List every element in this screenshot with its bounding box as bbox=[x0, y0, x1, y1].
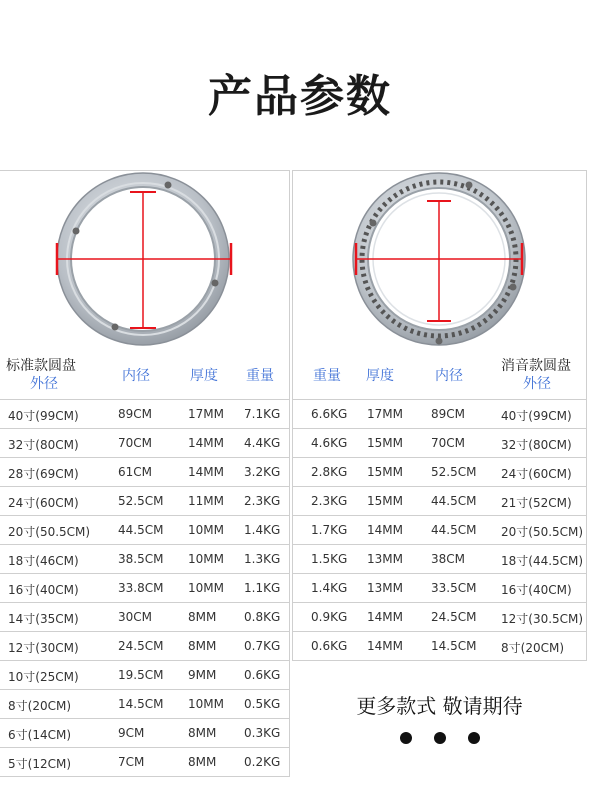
standard-turntable-panel bbox=[0, 170, 290, 777]
cell-inner-diameter: 52.5CM bbox=[118, 494, 164, 508]
cell-inner-diameter: 70CM bbox=[118, 436, 153, 450]
cell-thickness: 17MM bbox=[188, 407, 224, 421]
cell-inner-diameter: 52.5CM bbox=[431, 465, 477, 479]
cell-outer-diameter: 16寸(40CM) bbox=[501, 583, 572, 597]
cell-inner-diameter: 70CM bbox=[431, 436, 466, 450]
cell-inner-diameter: 38CM bbox=[431, 552, 466, 566]
cell-outer-diameter: 18寸(44.5CM) bbox=[501, 554, 584, 568]
cell-weight: 4.6KG bbox=[311, 436, 348, 450]
cell-inner-diameter: 33.5CM bbox=[431, 581, 477, 595]
header-thickness: 厚度 bbox=[190, 368, 218, 384]
table-row bbox=[292, 516, 587, 545]
cell-inner-diameter: 44.5CM bbox=[431, 494, 477, 508]
header-weight: 重量 bbox=[246, 368, 274, 384]
table-row bbox=[0, 574, 290, 603]
cell-inner-diameter: 7CM bbox=[118, 755, 145, 769]
cell-thickness: 13MM bbox=[367, 581, 403, 595]
dot-icon bbox=[400, 732, 412, 744]
cell-inner-diameter: 24.5CM bbox=[431, 610, 477, 624]
cell-thickness: 10MM bbox=[188, 697, 224, 711]
cell-weight: 1.3KG bbox=[244, 552, 281, 566]
cell-thickness: 14MM bbox=[367, 523, 403, 537]
table-row bbox=[0, 545, 290, 574]
cell-thickness: 10MM bbox=[188, 552, 224, 566]
cell-inner-diameter: 14.5CM bbox=[118, 697, 164, 711]
cell-thickness: 14MM bbox=[188, 436, 224, 450]
cell-inner-diameter: 44.5CM bbox=[118, 523, 164, 537]
cell-weight: 7.1KG bbox=[244, 407, 281, 421]
table-row bbox=[292, 487, 587, 516]
dot-icon bbox=[468, 732, 480, 744]
header-outer-diameter: 外径 bbox=[523, 376, 551, 392]
cell-weight: 2.8KG bbox=[311, 465, 348, 479]
cell-inner-diameter: 61CM bbox=[118, 465, 153, 479]
cell-outer-diameter: 28寸(69CM) bbox=[8, 467, 79, 481]
table-row bbox=[0, 690, 290, 719]
cell-thickness: 14MM bbox=[367, 639, 403, 653]
cell-weight: 0.2KG bbox=[244, 755, 281, 769]
standard-model-name: 标准款圆盘 bbox=[6, 358, 76, 374]
cell-outer-diameter: 8寸(20CM) bbox=[501, 641, 565, 655]
cell-inner-diameter: 9CM bbox=[118, 726, 145, 740]
cell-outer-diameter: 10寸(25CM) bbox=[8, 670, 79, 684]
table-row bbox=[292, 400, 587, 429]
cell-weight: 1.5KG bbox=[311, 552, 348, 566]
table-row bbox=[0, 516, 290, 545]
cell-outer-diameter: 40寸(99CM) bbox=[501, 409, 572, 423]
table-row bbox=[0, 400, 290, 429]
cell-thickness: 14MM bbox=[188, 465, 224, 479]
more-styles-coming-text: 更多款式 敬请期待 bbox=[356, 694, 523, 718]
table-row bbox=[0, 661, 290, 690]
cell-outer-diameter: 8寸(20CM) bbox=[8, 699, 72, 713]
table-row bbox=[292, 545, 587, 574]
silent-turntable-panel bbox=[292, 170, 587, 661]
silent-table-header bbox=[292, 351, 587, 399]
table-row bbox=[292, 632, 587, 661]
cell-outer-diameter: 12寸(30.5CM) bbox=[501, 612, 584, 626]
cell-weight: 0.6KG bbox=[244, 668, 281, 682]
cell-inner-diameter: 89CM bbox=[431, 407, 466, 421]
cell-thickness: 8MM bbox=[188, 726, 217, 740]
cell-weight: 0.9KG bbox=[311, 610, 348, 624]
cell-inner-diameter: 89CM bbox=[118, 407, 153, 421]
table-row bbox=[0, 632, 290, 661]
cell-outer-diameter: 20寸(50.5CM) bbox=[8, 525, 91, 539]
cell-thickness: 10MM bbox=[188, 523, 224, 537]
table-row bbox=[292, 574, 587, 603]
cell-inner-diameter: 44.5CM bbox=[431, 523, 477, 537]
cell-thickness: 8MM bbox=[188, 610, 217, 624]
cell-outer-diameter: 20寸(50.5CM) bbox=[501, 525, 584, 539]
cell-outer-diameter: 21寸(52CM) bbox=[501, 496, 572, 510]
cell-weight: 6.6KG bbox=[311, 407, 348, 421]
table-row bbox=[292, 429, 587, 458]
cell-thickness: 14MM bbox=[367, 610, 403, 624]
standard-turntable-image bbox=[0, 170, 290, 351]
header-weight: 重量 bbox=[313, 368, 341, 384]
silent-table-body bbox=[292, 399, 587, 661]
cell-inner-diameter: 14.5CM bbox=[431, 639, 477, 653]
table-row bbox=[0, 748, 290, 777]
cell-weight: 3.2KG bbox=[244, 465, 281, 479]
cell-inner-diameter: 33.8CM bbox=[118, 581, 164, 595]
silent-model-name: 消音款圆盘 bbox=[501, 358, 571, 374]
cell-weight: 2.3KG bbox=[244, 494, 281, 508]
cell-inner-diameter: 24.5CM bbox=[118, 639, 164, 653]
cell-thickness: 8MM bbox=[188, 755, 217, 769]
cell-thickness: 10MM bbox=[188, 581, 224, 595]
table-row bbox=[0, 719, 290, 748]
header-inner-diameter: 内径 bbox=[122, 368, 150, 384]
cell-weight: 0.6KG bbox=[311, 639, 348, 653]
page-title: 产品参数 bbox=[208, 71, 392, 122]
cell-weight: 1.7KG bbox=[311, 523, 348, 537]
cell-weight: 0.8KG bbox=[244, 610, 281, 624]
header-thickness: 厚度 bbox=[366, 368, 394, 384]
cell-thickness: 9MM bbox=[188, 668, 217, 682]
cell-thickness: 17MM bbox=[367, 407, 403, 421]
cell-outer-diameter: 40寸(99CM) bbox=[8, 409, 79, 423]
cell-outer-diameter: 32寸(80CM) bbox=[8, 438, 79, 452]
cell-weight: 1.1KG bbox=[244, 581, 281, 595]
table-row bbox=[0, 429, 290, 458]
table-row bbox=[0, 603, 290, 632]
cell-weight: 1.4KG bbox=[311, 581, 348, 595]
table-row bbox=[292, 458, 587, 487]
standard-table-body bbox=[0, 399, 290, 777]
table-row bbox=[292, 603, 587, 632]
cell-weight: 0.7KG bbox=[244, 639, 281, 653]
cell-outer-diameter: 24寸(60CM) bbox=[501, 467, 572, 481]
cell-thickness: 13MM bbox=[367, 552, 403, 566]
header-outer-diameter: 外径 bbox=[30, 376, 58, 392]
cell-thickness: 11MM bbox=[188, 494, 224, 508]
dot-icon bbox=[434, 732, 446, 744]
cell-outer-diameter: 16寸(40CM) bbox=[8, 583, 79, 597]
cell-thickness: 8MM bbox=[188, 639, 217, 653]
header-inner-diameter: 内径 bbox=[435, 368, 463, 384]
cell-thickness: 15MM bbox=[367, 436, 403, 450]
cell-outer-diameter: 5寸(12CM) bbox=[8, 757, 72, 771]
cell-outer-diameter: 14寸(35CM) bbox=[8, 612, 79, 626]
table-row bbox=[0, 458, 290, 487]
cell-inner-diameter: 30CM bbox=[118, 610, 153, 624]
cell-inner-diameter: 19.5CM bbox=[118, 668, 164, 682]
cell-outer-diameter: 6寸(14CM) bbox=[8, 728, 72, 742]
cell-outer-diameter: 12寸(30CM) bbox=[8, 641, 79, 655]
cell-weight: 4.4KG bbox=[244, 436, 281, 450]
table-row bbox=[0, 487, 290, 516]
cell-thickness: 15MM bbox=[367, 494, 403, 508]
decorative-dots bbox=[390, 732, 500, 746]
cell-weight: 0.3KG bbox=[244, 726, 281, 740]
cell-outer-diameter: 18寸(46CM) bbox=[8, 554, 79, 568]
cell-outer-diameter: 24寸(60CM) bbox=[8, 496, 79, 510]
cell-weight: 2.3KG bbox=[311, 494, 348, 508]
cell-inner-diameter: 38.5CM bbox=[118, 552, 164, 566]
standard-table-header bbox=[0, 351, 290, 399]
cell-weight: 0.5KG bbox=[244, 697, 281, 711]
silent-turntable-image bbox=[292, 170, 587, 351]
cell-outer-diameter: 32寸(80CM) bbox=[501, 438, 572, 452]
cell-thickness: 15MM bbox=[367, 465, 403, 479]
cell-weight: 1.4KG bbox=[244, 523, 281, 537]
